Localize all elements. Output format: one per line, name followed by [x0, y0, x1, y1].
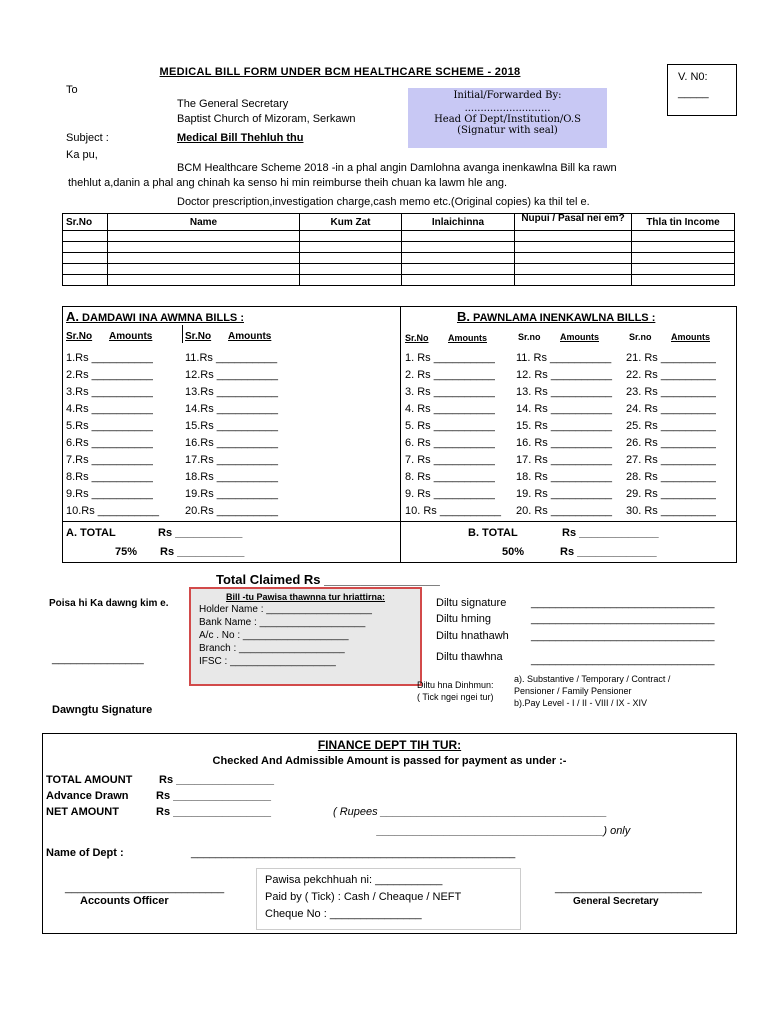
list-item[interactable]: 3.Rs __________	[66, 386, 153, 398]
finance-title: FINANCE DEPT TIH TUR:	[317, 738, 462, 752]
option-line-3: b).Pay Level - I / II - VIII / IX - XIV	[514, 698, 648, 708]
list-item[interactable]: 2.Rs __________	[66, 369, 153, 381]
accounts-officer-signature-line[interactable]: __________________________	[65, 882, 225, 894]
col-married-label: Nupui / Pasal nei em?	[521, 214, 625, 224]
list-item[interactable]: 16. Rs __________	[516, 437, 613, 449]
section-b-total-box	[400, 520, 737, 563]
list-item[interactable]: 5. Rs __________	[405, 420, 495, 432]
bank-details-box	[189, 587, 422, 686]
ifsc-field[interactable]: IFSC : ___________________	[199, 656, 336, 667]
list-item[interactable]: 13. Rs __________	[516, 386, 613, 398]
to-label: To	[66, 84, 78, 96]
section-a-amounts-header-2: Amounts	[228, 331, 272, 342]
section-a-right-list	[185, 350, 278, 520]
table-row[interactable]	[63, 231, 735, 242]
total-amount-field[interactable]: Rs ________________	[159, 774, 275, 786]
diltu-name-label: Diltu hming	[436, 613, 492, 625]
list-item[interactable]: 22. Rs _________	[626, 369, 716, 381]
net-amount-label: NET AMOUNT	[46, 806, 119, 818]
divider	[182, 325, 183, 343]
list-item[interactable]: 1.Rs __________	[66, 352, 153, 364]
section-b-srno-header-1: Sr.No	[405, 333, 429, 343]
col-income: Thla tin Income	[632, 214, 735, 231]
col-married	[515, 214, 632, 231]
voucher-number-box[interactable]	[667, 64, 737, 116]
cheque-number-field[interactable]: Cheque No : _______________	[265, 908, 422, 920]
list-item[interactable]: 24. Rs _________	[626, 403, 716, 415]
list-item[interactable]: 12. Rs __________	[516, 369, 613, 381]
list-item[interactable]: 19. Rs __________	[516, 488, 613, 500]
employment-status-label: Diltu hna Dinhmun:	[417, 680, 494, 690]
finance-subtitle: Checked And Admissible Amount is passed for payment as under :-	[212, 755, 567, 767]
list-item[interactable]: 11.Rs __________	[185, 352, 278, 364]
list-item[interactable]: 23. Rs _________	[626, 386, 716, 398]
addressee-line-1: The General Secretary	[177, 98, 289, 110]
table-row[interactable]	[63, 253, 735, 264]
list-item[interactable]: 26. Rs _________	[626, 437, 716, 449]
list-item[interactable]: 29. Rs _________	[626, 488, 716, 500]
section-b-amounts-header-2: Amounts	[560, 332, 599, 342]
voucher-number-label: V. N0:	[678, 71, 708, 83]
list-item[interactable]: 14. Rs __________	[516, 403, 613, 415]
list-item[interactable]: 13.Rs __________	[185, 386, 278, 398]
initial-forwarded-box	[408, 88, 607, 148]
branch-field[interactable]: Branch : ___________________	[199, 643, 345, 654]
section-a-title	[66, 309, 244, 324]
dept-name-label: Name of Dept :	[46, 847, 124, 859]
list-item[interactable]: 9. Rs __________	[405, 488, 495, 500]
account-number-field[interactable]: A/c . No : ___________________	[199, 630, 349, 641]
section-b-title	[457, 309, 655, 324]
bank-title: Bill -tu Pawisa thawnna tur hriattirna:	[225, 592, 386, 602]
table-row[interactable]	[63, 242, 735, 253]
list-item[interactable]: 7.Rs __________	[66, 454, 153, 466]
list-item[interactable]: 6. Rs __________	[405, 437, 495, 449]
table-row[interactable]	[63, 264, 735, 275]
section-b-percent: 50%	[502, 546, 525, 558]
advance-drawn-field[interactable]: Rs ________________	[156, 790, 272, 802]
section-b-heading: PAWNLAMA INENKAWLNA BILLS :	[470, 312, 656, 324]
list-item[interactable]: 9.Rs __________	[66, 488, 153, 500]
section-b-amounts-header-1: Amounts	[448, 333, 487, 343]
list-item[interactable]: 25. Rs _________	[626, 420, 716, 432]
col-srno: Sr.No	[63, 214, 108, 231]
total-amount-label: TOTAL AMOUNT	[46, 774, 133, 786]
section-a-srno-header-1: Sr.No	[66, 331, 93, 342]
section-b-box	[400, 306, 737, 522]
subject-label: Subject :	[66, 132, 109, 144]
voucher-number-blank: _____	[678, 87, 709, 99]
diltu-work-blank[interactable]: ______________________________	[531, 630, 715, 642]
section-a-total-box	[62, 520, 401, 563]
advance-drawn-label: Advance Drawn	[46, 790, 129, 802]
col-age: Kum Zat	[300, 214, 402, 231]
diltu-office-blank[interactable]: ______________________________	[531, 654, 715, 666]
diltu-signature-label: Diltu signature	[436, 597, 507, 609]
section-b-percent-amount[interactable]: Rs _____________	[560, 546, 657, 558]
list-item[interactable]: 30. Rs _________	[626, 505, 716, 517]
received-statement: Poisa hi Ka dawng kim e.	[49, 598, 169, 609]
list-item[interactable]: 4. Rs __________	[405, 403, 495, 415]
section-a-total-amount[interactable]: Rs ___________	[158, 527, 243, 539]
section-b-letter: B.	[457, 309, 470, 324]
payment-details-box	[256, 868, 521, 930]
diltu-office-label: Diltu thawhna	[436, 651, 503, 663]
col-name: Name	[108, 214, 300, 231]
section-b-total-amount[interactable]: Rs _____________	[562, 527, 659, 539]
section-a-total-label: A. TOTAL	[66, 527, 116, 539]
list-item[interactable]: 10.Rs __________	[66, 505, 159, 517]
list-item[interactable]: 20.Rs __________	[185, 505, 278, 517]
col-relation: Inlaichinna	[402, 214, 515, 231]
section-a-amounts-header-1: Amounts	[109, 331, 153, 342]
section-b-amounts-header-3: Amounts	[671, 332, 710, 342]
option-line-2: Pensioner / Family Pensioner	[514, 686, 632, 696]
list-item[interactable]: 7. Rs __________	[405, 454, 495, 466]
section-a-percent: 75%	[115, 546, 138, 558]
receiver-signature-line[interactable]: _______________	[52, 653, 144, 665]
list-item[interactable]: 5.Rs __________	[66, 420, 153, 432]
list-item[interactable]: 18. Rs __________	[516, 471, 613, 483]
list-item[interactable]: 16.Rs __________	[185, 437, 278, 449]
section-a-left-list	[66, 350, 159, 520]
initial-dots: ...........................	[464, 103, 551, 114]
section-b-srno-header-2: Sr.no	[518, 332, 541, 342]
list-item[interactable]: 27. Rs _________	[626, 454, 716, 466]
payment-mode-field[interactable]: Paid by ( Tick) : Cash / Cheaque / NEFT	[265, 891, 462, 903]
diltu-work-label: Diltu hnathawh	[436, 630, 509, 642]
diltu-name-blank[interactable]: ______________________________	[531, 613, 715, 625]
list-item[interactable]: 15.Rs __________	[185, 420, 278, 432]
form-title: MEDICAL BILL FORM UNDER BCM HEALTHCARE SCHEME - 2018	[159, 66, 521, 78]
list-item[interactable]: 21. Rs _________	[626, 352, 716, 364]
bank-name-field[interactable]: Bank Name : ___________________	[199, 617, 366, 628]
employment-options[interactable]	[514, 674, 735, 708]
list-item[interactable]: 10. Rs __________	[405, 505, 502, 517]
initial-line-1: Head Of Dept/Institution/O.S	[434, 114, 581, 125]
list-item[interactable]: 20. Rs __________	[516, 505, 613, 517]
general-secretary-label: General Secretary	[573, 896, 659, 907]
section-a-srno-header-2: Sr.No	[185, 331, 212, 342]
list-item[interactable]: 14.Rs __________	[185, 403, 278, 415]
holder-name-field[interactable]: Holder Name : ___________________	[199, 604, 372, 615]
list-item[interactable]: 1. Rs __________	[405, 352, 495, 364]
table-row[interactable]	[63, 275, 735, 286]
list-item[interactable]: 8. Rs __________	[405, 471, 495, 483]
initial-title: Initial/Forwarded By:	[453, 90, 562, 101]
list-item[interactable]: 8.Rs __________	[66, 471, 153, 483]
diltu-signature-blank[interactable]: ______________________________	[531, 597, 715, 609]
list-item[interactable]: 2. Rs __________	[405, 369, 495, 381]
section-a-letter: A.	[66, 309, 79, 324]
section-b-srno-header-3: Sr.no	[629, 332, 652, 342]
body-line-3: Doctor prescription,investigation charge,cash memo etc.(Original copies) ka thil tel e.	[177, 196, 590, 208]
family-members-table	[62, 213, 735, 286]
section-b-col-2	[516, 350, 612, 520]
section-a-percent-amount[interactable]: Rs ___________	[160, 546, 245, 558]
list-item[interactable]: 6.Rs __________	[66, 437, 153, 449]
dept-name-field[interactable]: _____________________________________________________	[191, 847, 516, 859]
rupees-in-words[interactable]: ( Rupees _____________________________________	[333, 806, 608, 818]
salutation: Ka pu,	[66, 149, 98, 161]
list-item[interactable]: 17.Rs __________	[185, 454, 278, 466]
subject-text: Medical Bill Thehluh thu	[177, 132, 304, 144]
addressee-line-2: Baptist Church of Mizoram, Serkawn	[177, 113, 356, 125]
initial-line-2: (Signatur with seal)	[457, 125, 558, 136]
list-item[interactable]: 17. Rs __________	[516, 454, 613, 466]
receiver-signature-label: Dawngtu Signature	[52, 704, 153, 716]
list-item[interactable]: 19.Rs __________	[185, 488, 278, 500]
accounts-officer-label: Accounts Officer	[80, 895, 169, 907]
body-line-2: thehlut a,danin a phal ang chinah ka senso hi min reimburse theih chuan ka lawm hle ang.	[68, 177, 508, 189]
list-item[interactable]: 18.Rs __________	[185, 471, 278, 483]
general-secretary-signature-line[interactable]: ________________________	[555, 882, 702, 894]
list-item[interactable]: 12.Rs __________	[185, 369, 278, 381]
section-a-box	[62, 306, 401, 522]
option-line-1: a). Substantive / Temporary / Contract /	[514, 674, 671, 684]
section-a-heading: DAMDAWI INA AWMNA BILLS :	[79, 312, 244, 324]
section-b-col-1	[405, 350, 501, 520]
net-amount-field[interactable]: Rs ________________	[156, 806, 272, 818]
section-b-total-label: B. TOTAL	[468, 527, 518, 539]
payment-date-field[interactable]: Pawisa pekchhuah ni: ___________	[265, 874, 443, 886]
rupees-only[interactable]: _____________________________________) only	[377, 825, 631, 837]
tick-note: ( Tick ngei ngei tur)	[417, 692, 494, 702]
list-item[interactable]: 3. Rs __________	[405, 386, 495, 398]
list-item[interactable]: 4.Rs __________	[66, 403, 153, 415]
total-claimed[interactable]: Total Claimed Rs ________________	[216, 572, 440, 587]
section-b-col-3	[626, 350, 716, 520]
list-item[interactable]: 11. Rs __________	[516, 352, 612, 364]
list-item[interactable]: 15. Rs __________	[516, 420, 613, 432]
list-item[interactable]: 28. Rs _________	[626, 471, 716, 483]
body-line-1: BCM Healthcare Scheme 2018 -in a phal angin Damlohna avanga inenkawlna Bill ka rawn	[177, 162, 617, 174]
